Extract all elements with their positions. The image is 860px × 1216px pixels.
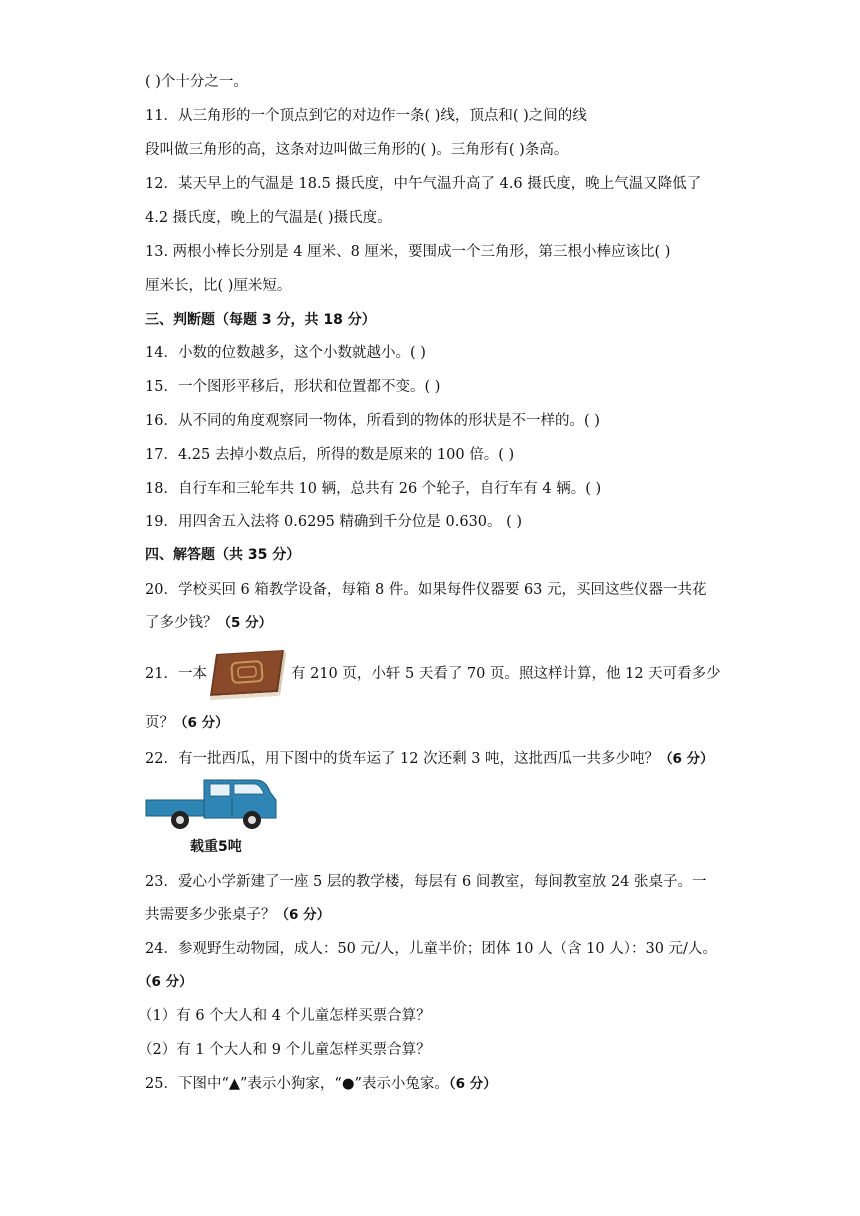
- question-13-line-1: 13. 两根小棒长分别是 4 厘米、8 厘米，要围成一个三角形，第三根小棒应该比( ): [145, 244, 671, 260]
- question-24-score: （6 分）: [138, 974, 193, 990]
- question-15: 15．一个图形平移后，形状和位置都不变。( ): [145, 379, 441, 395]
- question-20-text-end: 了多少钱？: [145, 615, 218, 631]
- question-11-line-2: 段叫做三角形的高，这条对边叫做三角形的( )。三角形有( )条高。: [145, 142, 569, 158]
- question-19: 19．用四舍五入法将 0.6295 精确到千分位是 0.630。 ( ): [145, 514, 523, 530]
- question-25: [145, 1074, 497, 1094]
- section-4-heading: 四、解答题（共 35 分）: [145, 547, 301, 563]
- question-21-line-1b: 有 210 页，小轩 5 天看了 70 页。照这样计算，他 12 天可看多少: [291, 666, 721, 682]
- question-21-line-2: [145, 713, 229, 733]
- question-20-line-1: 20．学校买回 6 箱教学设备，每箱 8 件。如果每件仪器要 63 元，买回这些仪器一共花: [145, 582, 707, 598]
- question-23-line-1: 23．爱心小学新建了一座 5 层的教学楼，每层有 6 间教室，每间教室放 24 张桌子。一: [145, 874, 707, 890]
- question-24-part-1: （1）有 6 个大人和 4 个儿童怎样买票合算？: [138, 1008, 431, 1024]
- question-22-text: 22．有一批西瓜，用下图中的货车运了 12 次还剩 3 吨，这批西瓜一共多少吨？: [145, 751, 660, 767]
- question-24-part-2: （2）有 1 个大人和 9 个儿童怎样买票合算？: [138, 1042, 431, 1058]
- question-21-score: （6 分）: [174, 715, 229, 731]
- question-20-line-2: [145, 613, 272, 633]
- question-21-line-1a: 21．一本: [145, 666, 207, 682]
- question-23-text-end: 共需要多少张桌子？: [145, 907, 276, 923]
- question-16: 16．从不同的角度观察同一物体，所看到的物体的形状是不一样的。( ): [145, 413, 600, 429]
- truck-icon: [144, 774, 280, 832]
- question-11-line-1: 11．从三角形的一个顶点到它的对边作一条( )线，顶点和( )之间的线: [145, 108, 587, 124]
- book-icon: [206, 648, 288, 700]
- question-12-line-2: 4.2 摄氏度，晚上的气温是( )摄氏度。: [145, 210, 392, 226]
- question-22: [145, 749, 714, 769]
- truck-capacity-label: 载重5吨: [190, 839, 242, 855]
- question-22-score: （6 分）: [659, 751, 714, 767]
- question-13-line-2: 厘米长，比( )厘米短。: [145, 278, 292, 294]
- line-fraction-tail: ( )个十分之一。: [145, 74, 248, 90]
- question-14: 14．小数的位数越多，这个小数就越小。( ): [145, 345, 426, 361]
- question-12-line-1: 12．某天早上的气温是 18.5 摄氏度，中午气温升高了 4.6 摄氏度，晚上气温又降低了: [145, 176, 702, 192]
- section-3-heading: 三、判断题（每题 3 分，共 18 分）: [145, 312, 376, 328]
- question-18: 18．自行车和三轮车共 10 辆，总共有 26 个轮子，自行车有 4 辆。( ): [145, 481, 602, 497]
- question-20-score: （5 分）: [217, 615, 273, 631]
- question-23-line-2: [145, 905, 330, 925]
- question-24-line-1: 24．参观野生动物园，成人：50 元/人，儿童半价；团体 10 人（含 10 人）：30 元/人。: [145, 941, 717, 957]
- question-25-text: 25．下图中“▲”表示小狗家，“●”表示小兔家。: [145, 1076, 449, 1092]
- question-21-text-end: 页？: [145, 715, 174, 731]
- question-23-score: （6 分）: [275, 907, 331, 923]
- question-25-score: （6 分）: [448, 1076, 497, 1092]
- question-17: 17．4.25 去掉小数点后，所得的数是原来的 100 倍。( ): [145, 447, 515, 463]
